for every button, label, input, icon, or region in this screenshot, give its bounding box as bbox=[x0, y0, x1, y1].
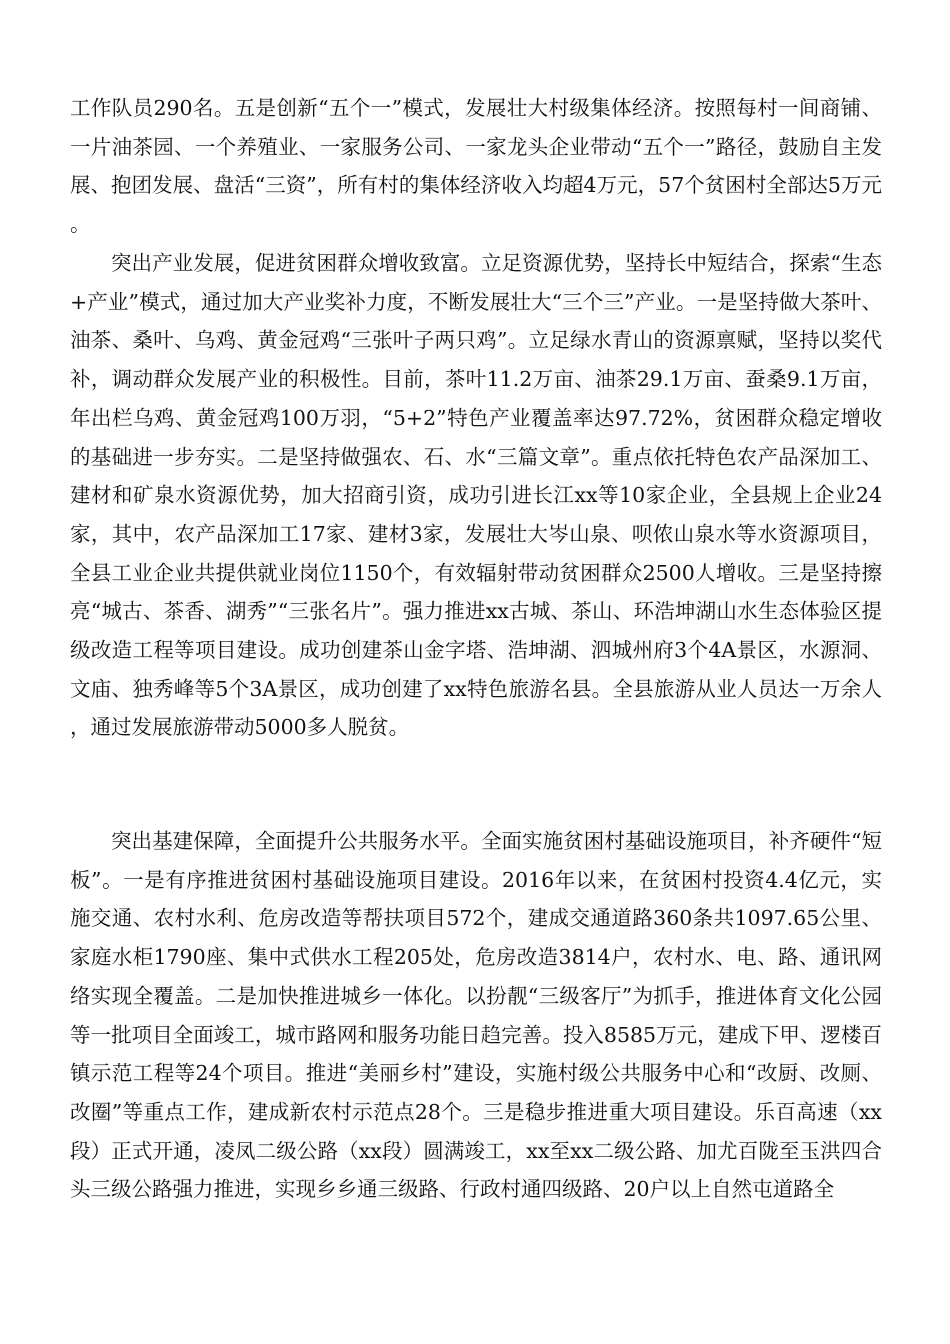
paragraph-infrastructure: 突出基建保障，全面提升公共服务水平。全面实施贫困村基础设施项目，补齐硬件“短板”。一是有序推进贫困村基础设施项目建设。2016年以来，在贫困村投资4.4亿元，实施交通、农村水利、危房改造等帮扶项目572个，建成交通道路360条共1097.65公里、家庭水柜1790座、集中式供水工程205处，危房改造3814户，农村水、电、路、通讯网络实现全覆盖。二是加快推进城乡一体化。以扮靓“三级客厅”为抓手，推进体育文化公园等一批项目全面竣工，城市路网和服务功能日趋完善。投入8585万元，建成下甲、逻楼百镇示范工程等24个项目。推进“美丽乡村”建设，实施村级公共服务中心和“改厨、改厕、改圈”等重点工作，建成新农村示范点28个。三是稳步推进重大项目建设。乐百高速（xx段）正式开通，凌凤二级公路（xx段）圆满竣工，xx至xx二级公路、加尤百陇至玉洪四合头三级公路强力推进，实现乡乡通三级路、行政村通四级路、20户以上自然屯道路全 bbox=[70, 829, 882, 1202]
paragraph-industry-development: 突出产业发展，促进贫困群众增收致富。立足资源优势，坚持长中短结合，探索“生态+产业”模式，通过加大产业奖补力度，不断发展壮大“三个三”产业。一是坚持做大茶叶、油茶、桑叶、乌鸡、黄金冠鸡“三张叶子两只鸡”。立足绿水青山的资源禀赋，坚持以奖代补，调动群众发展产业的积极性。目前，茶叶11.2万亩、油茶29.1万亩、蚕桑9.1万亩，年出栏乌鸡、黄金冠鸡100万羽，“5+2”特色产业覆盖率达97.72%，贫困群众稳定增收的基础进一步夯实。二是坚持做强农、石、水“三篇文章”。重点依托特色农产品深加工、建材和矿泉水资源优势，加大招商引资，成功引进长江xx等10家企业，全县规上企业24家，其中，农产品深加工17家、建材3家，发展壮大岑山泉、呗侬山泉水等水资源项目，全县工业企业共提供就业岗位1150个，有效辐射带动贫困群众2500人增收。三是坚持擦亮“城古、茶香、湖秀”“三张名片”。强力推进xx古城、茶山、环浩坤湖山水生态体验区提级改造工程等项目建设。成功创建茶山金字塔、浩坤湖、泗城州府3个4A景区，水源洞、文庙、独秀峰等5个3A景区，成功创建了xx特色旅游名县。全县旅游从业人员达一万余人，通过发展旅游带动5000多人脱贫。 bbox=[70, 251, 882, 740]
paragraph-collective-economy: 工作队员290名。五是创新“五个一”模式，发展壮大村级集体经济。按照每村一间商铺、一片油茶园、一个养殖业、一家服务公司、一家龙头企业带动“五个一”路径，鼓励自主发展、抱团发展、盘活“三资”，所有村的集体经济收入均超4万元，57个贫困村全部达5万元。 bbox=[70, 96, 882, 237]
